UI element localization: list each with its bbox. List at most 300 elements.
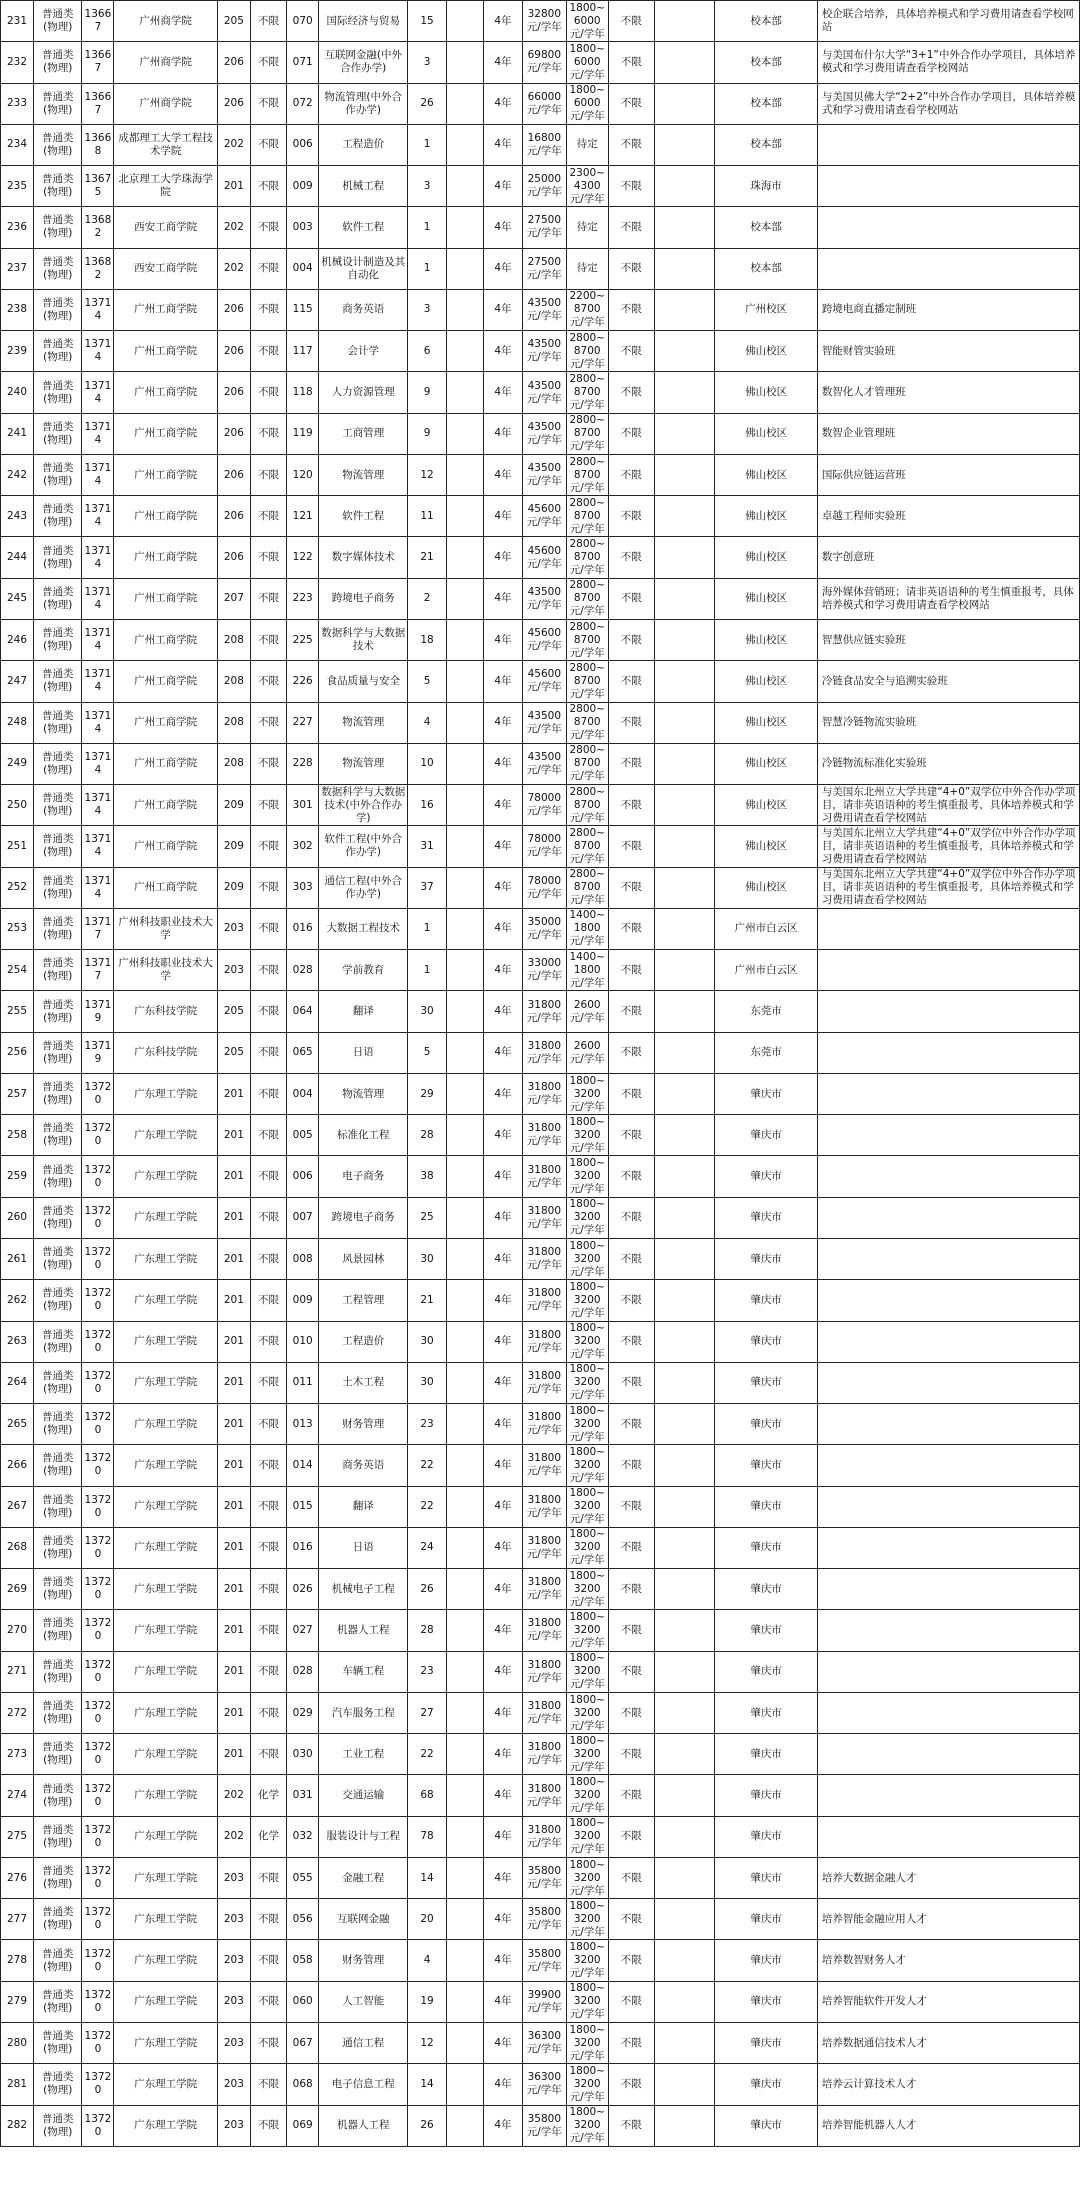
table-cell: 064 — [287, 991, 319, 1032]
table-cell: 31800元/学年 — [522, 1775, 566, 1816]
empty-cell — [654, 496, 715, 537]
table-row — [1, 1156, 1080, 1197]
table-cell: 13720 — [82, 1775, 114, 1816]
table-cell: 不限 — [608, 661, 654, 702]
table-cell: 不限 — [608, 1857, 654, 1898]
table-cell: 201 — [217, 1445, 250, 1486]
table-cell: 201 — [217, 1280, 250, 1321]
table-cell: 9 — [408, 372, 447, 413]
table-cell: 015 — [287, 1486, 319, 1527]
table-cell: 13720 — [82, 1692, 114, 1733]
table-cell: 肇庆市 — [715, 1816, 817, 1857]
table-cell: 国际经济与贸易 — [319, 1, 408, 42]
table-cell: 数字媒体技术 — [319, 537, 408, 578]
table-cell: 普通类(物理) — [34, 1073, 82, 1114]
table-cell: 肇庆市 — [715, 1981, 817, 2022]
empty-cell — [446, 661, 483, 702]
empty-cell — [446, 289, 483, 330]
table-row — [1, 2064, 1080, 2105]
table-cell: 待定 — [566, 207, 608, 248]
table-cell: 通信工程 — [319, 2023, 408, 2064]
table-cell: 201 — [217, 1486, 250, 1527]
table-cell: 大数据工程技术 — [319, 908, 408, 949]
table-cell: 006 — [287, 124, 319, 165]
table-cell: 广东理工学院 — [114, 2064, 217, 2105]
table-cell: 202 — [217, 124, 250, 165]
table-cell: 不限 — [250, 1404, 286, 1445]
table-cell: 广东理工学院 — [114, 1775, 217, 1816]
table-cell: 250 — [1, 785, 34, 826]
empty-cell — [654, 1032, 715, 1073]
table-cell — [817, 1115, 1079, 1156]
table-cell: 不限 — [608, 331, 654, 372]
table-cell: 4年 — [484, 331, 523, 372]
table-cell: 不限 — [250, 1321, 286, 1362]
table-cell: 31800元/学年 — [522, 1651, 566, 1692]
table-cell: 270 — [1, 1610, 34, 1651]
table-cell: 266 — [1, 1445, 34, 1486]
table-cell: 不限 — [250, 1362, 286, 1403]
table-cell — [817, 908, 1079, 949]
table-cell: 4年 — [484, 1486, 523, 1527]
table-cell: 不限 — [250, 1610, 286, 1651]
table-cell: 不限 — [250, 826, 286, 867]
table-cell: 013 — [287, 1404, 319, 1445]
table-cell: 030 — [287, 1734, 319, 1775]
empty-cell — [654, 413, 715, 454]
table-cell: 不限 — [250, 578, 286, 619]
table-cell: 26 — [408, 1569, 447, 1610]
table-cell: 4年 — [484, 166, 523, 207]
table-cell: 13714 — [82, 289, 114, 330]
table-cell: 不限 — [250, 331, 286, 372]
empty-cell — [446, 1816, 483, 1857]
table-cell: 15 — [408, 1, 447, 42]
table-cell: 13720 — [82, 1280, 114, 1321]
table-cell: 电子信息工程 — [319, 2064, 408, 2105]
table-cell: 223 — [287, 578, 319, 619]
empty-cell — [446, 1, 483, 42]
table-cell: 佛山校区 — [715, 578, 817, 619]
table-cell: 13682 — [82, 248, 114, 289]
table-cell: 不限 — [250, 207, 286, 248]
table-cell: 2800~8700元/学年 — [566, 372, 608, 413]
empty-cell — [446, 785, 483, 826]
table-cell: 28 — [408, 1115, 447, 1156]
table-cell: 广东理工学院 — [114, 1899, 217, 1940]
empty-cell — [654, 1321, 715, 1362]
table-cell: 13720 — [82, 1816, 114, 1857]
table-cell — [817, 1651, 1079, 1692]
table-row — [1, 537, 1080, 578]
table-cell: 普通类(物理) — [34, 166, 82, 207]
table-cell: 不限 — [608, 1981, 654, 2022]
table-cell: 软件工程(中外合作办学) — [319, 826, 408, 867]
table-cell: 普通类(物理) — [34, 908, 82, 949]
table-cell: 1800~3200元/学年 — [566, 1899, 608, 1940]
empty-cell — [446, 1197, 483, 1238]
table-cell: 206 — [217, 372, 250, 413]
empty-cell — [446, 1775, 483, 1816]
table-row — [1, 1280, 1080, 1321]
table-cell: 26 — [408, 83, 447, 124]
table-cell: 不限 — [608, 1, 654, 42]
table-cell: 13720 — [82, 1321, 114, 1362]
table-cell: 27500元/学年 — [522, 248, 566, 289]
empty-cell — [446, 1981, 483, 2022]
empty-cell — [446, 83, 483, 124]
table-cell: 120 — [287, 454, 319, 495]
table-cell: 车辆工程 — [319, 1651, 408, 1692]
table-cell: 广东理工学院 — [114, 1734, 217, 1775]
table-cell: 1800~3200元/学年 — [566, 1115, 608, 1156]
table-cell: 3 — [408, 42, 447, 83]
table-cell: 广东理工学院 — [114, 2105, 217, 2146]
table-row — [1, 1073, 1080, 1114]
table-row — [1, 1734, 1080, 1775]
table-cell: 065 — [287, 1032, 319, 1073]
empty-cell — [446, 537, 483, 578]
table-cell: 普通类(物理) — [34, 1486, 82, 1527]
table-cell: 13720 — [82, 1940, 114, 1981]
empty-cell — [446, 1857, 483, 1898]
table-cell: 智慧供应链实验班 — [817, 619, 1079, 660]
table-cell: 不限 — [608, 1321, 654, 1362]
empty-cell — [446, 248, 483, 289]
table-cell: 不限 — [250, 1445, 286, 1486]
table-cell: 培养数据通信技术人才 — [817, 2023, 1079, 2064]
table-cell: 普通类(物理) — [34, 1981, 82, 2022]
table-cell: 不限 — [608, 1610, 654, 1651]
table-cell: 佛山校区 — [715, 826, 817, 867]
table-cell: 303 — [287, 867, 319, 908]
table-cell: 商务英语 — [319, 1445, 408, 1486]
table-cell: 248 — [1, 702, 34, 743]
table-cell: 普通类(物理) — [34, 1816, 82, 1857]
empty-cell — [654, 2064, 715, 2105]
table-cell: 冷链物流标准化实验班 — [817, 743, 1079, 784]
table-cell: 201 — [217, 1569, 250, 1610]
table-cell: 246 — [1, 619, 34, 660]
table-cell: 数字创意班 — [817, 537, 1079, 578]
table-cell: 208 — [217, 661, 250, 702]
table-cell: 2800~8700元/学年 — [566, 454, 608, 495]
table-cell: 202 — [217, 1816, 250, 1857]
empty-cell — [446, 1238, 483, 1279]
table-cell: 13667 — [82, 1, 114, 42]
table-cell: 广东理工学院 — [114, 1527, 217, 1568]
table-row — [1, 1115, 1080, 1156]
table-cell — [817, 991, 1079, 1032]
table-row — [1, 83, 1080, 124]
table-cell: 028 — [287, 1651, 319, 1692]
table-cell: 与美国贝佛大学“2+2”中外合作办学项目，具体培养模式和学习费用请查看学校网站 — [817, 83, 1079, 124]
table-cell: 土木工程 — [319, 1362, 408, 1403]
table-row — [1, 1816, 1080, 1857]
table-cell: 207 — [217, 578, 250, 619]
table-cell: 普通类(物理) — [34, 2105, 82, 2146]
table-cell: 31800元/学年 — [522, 1527, 566, 1568]
table-cell: 209 — [217, 867, 250, 908]
empty-cell — [654, 207, 715, 248]
table-cell: 13714 — [82, 578, 114, 619]
table-cell: 005 — [287, 1115, 319, 1156]
table-cell: 普通类(物理) — [34, 867, 82, 908]
empty-cell — [654, 1197, 715, 1238]
table-cell: 265 — [1, 1404, 34, 1445]
table-cell: 4年 — [484, 1073, 523, 1114]
table-cell: 广州商学院 — [114, 42, 217, 83]
table-cell: 201 — [217, 1197, 250, 1238]
table-cell: 206 — [217, 331, 250, 372]
table-cell: 30 — [408, 1238, 447, 1279]
table-cell: 不限 — [250, 289, 286, 330]
table-cell: 13720 — [82, 1899, 114, 1940]
table-cell: 4年 — [484, 289, 523, 330]
table-cell: 肇庆市 — [715, 1610, 817, 1651]
table-cell: 31800元/学年 — [522, 1486, 566, 1527]
table-row — [1, 826, 1080, 867]
table-cell: 普通类(物理) — [34, 496, 82, 537]
table-cell: 201 — [217, 1527, 250, 1568]
table-cell: 13714 — [82, 867, 114, 908]
empty-cell — [446, 207, 483, 248]
table-cell: 242 — [1, 454, 34, 495]
table-cell: 78000元/学年 — [522, 826, 566, 867]
table-cell: 标准化工程 — [319, 1115, 408, 1156]
table-cell: 009 — [287, 1280, 319, 1321]
table-cell: 普通类(物理) — [34, 83, 82, 124]
table-cell: 不限 — [250, 991, 286, 1032]
table-cell: 不限 — [608, 289, 654, 330]
table-cell: 物流管理 — [319, 454, 408, 495]
table-cell: 广州科技职业技术大学 — [114, 950, 217, 991]
table-cell: 1800~3200元/学年 — [566, 1156, 608, 1197]
table-cell: 121 — [287, 496, 319, 537]
table-cell: 228 — [287, 743, 319, 784]
table-cell: 普通类(物理) — [34, 1445, 82, 1486]
table-cell: 29 — [408, 1073, 447, 1114]
table-cell: 普通类(物理) — [34, 42, 82, 83]
table-cell: 13717 — [82, 908, 114, 949]
table-cell: 257 — [1, 1073, 34, 1114]
table-cell: 广州工商学院 — [114, 537, 217, 578]
table-cell: 软件工程 — [319, 496, 408, 537]
empty-cell — [446, 1899, 483, 1940]
table-cell: 不限 — [608, 1486, 654, 1527]
table-cell: 4年 — [484, 1569, 523, 1610]
table-cell: 1800~3200元/学年 — [566, 1692, 608, 1733]
table-cell: 272 — [1, 1692, 34, 1733]
empty-cell — [446, 454, 483, 495]
table-cell: 佛山校区 — [715, 331, 817, 372]
table-cell: 数据科学与大数据技术(中外合作办学) — [319, 785, 408, 826]
table-cell: 2800~8700元/学年 — [566, 826, 608, 867]
table-cell: 4年 — [484, 991, 523, 1032]
table-cell: 广州工商学院 — [114, 743, 217, 784]
table-cell: 1800~3200元/学年 — [566, 1238, 608, 1279]
empty-cell — [654, 1115, 715, 1156]
table-cell: 13720 — [82, 1404, 114, 1445]
table-cell: 财务管理 — [319, 1940, 408, 1981]
table-cell: 232 — [1, 42, 34, 83]
table-cell: 互联网金融(中外合作办学) — [319, 42, 408, 83]
table-cell: 不限 — [250, 1692, 286, 1733]
table-cell: 4年 — [484, 1899, 523, 1940]
table-cell: 78 — [408, 1816, 447, 1857]
table-cell — [817, 1156, 1079, 1197]
empty-cell — [654, 166, 715, 207]
table-cell — [817, 1404, 1079, 1445]
table-cell: 不限 — [608, 1197, 654, 1238]
table-cell: 25 — [408, 1197, 447, 1238]
table-cell: 佛山校区 — [715, 867, 817, 908]
table-cell: 不限 — [250, 248, 286, 289]
table-row — [1, 248, 1080, 289]
table-cell: 251 — [1, 826, 34, 867]
table-cell: 35800元/学年 — [522, 1857, 566, 1898]
table-cell: 普通类(物理) — [34, 537, 82, 578]
table-cell: 不限 — [608, 2064, 654, 2105]
table-row — [1, 1569, 1080, 1610]
table-cell: 物流管理 — [319, 1073, 408, 1114]
table-cell: 45600元/学年 — [522, 661, 566, 702]
table-cell: 不限 — [608, 578, 654, 619]
table-cell: 35800元/学年 — [522, 1940, 566, 1981]
empty-cell — [446, 1610, 483, 1651]
empty-cell — [654, 1734, 715, 1775]
table-row — [1, 867, 1080, 908]
table-cell: 冷链食品安全与追溯实验班 — [817, 661, 1079, 702]
table-cell: 271 — [1, 1651, 34, 1692]
table-row — [1, 702, 1080, 743]
empty-cell — [654, 331, 715, 372]
table-cell: 不限 — [250, 1940, 286, 1981]
table-cell: 化学 — [250, 1816, 286, 1857]
table-cell: 069 — [287, 2105, 319, 2146]
table-cell: 广东理工学院 — [114, 1610, 217, 1651]
table-cell: 13714 — [82, 619, 114, 660]
table-cell: 不限 — [250, 743, 286, 784]
table-row — [1, 1651, 1080, 1692]
empty-cell — [446, 1692, 483, 1733]
table-cell: 机器人工程 — [319, 1610, 408, 1651]
empty-cell — [654, 1816, 715, 1857]
table-cell: 255 — [1, 991, 34, 1032]
empty-cell — [654, 124, 715, 165]
table-cell: 广州工商学院 — [114, 826, 217, 867]
table-cell: 2800~8700元/学年 — [566, 537, 608, 578]
table-row — [1, 2023, 1080, 2064]
table-cell: 不限 — [608, 1734, 654, 1775]
table-cell: 233 — [1, 83, 34, 124]
table-cell: 工程造价 — [319, 124, 408, 165]
table-cell: 4年 — [484, 1734, 523, 1775]
table-cell: 不限 — [608, 1280, 654, 1321]
empty-cell — [446, 166, 483, 207]
table-cell: 45600元/学年 — [522, 619, 566, 660]
table-cell: 016 — [287, 1527, 319, 1568]
table-cell: 13720 — [82, 1734, 114, 1775]
table-cell: 2800~8700元/学年 — [566, 785, 608, 826]
table-cell: 肇庆市 — [715, 1073, 817, 1114]
empty-cell — [654, 1486, 715, 1527]
table-cell: 28 — [408, 1610, 447, 1651]
table-cell: 普通类(物理) — [34, 826, 82, 867]
table-cell — [817, 1775, 1079, 1816]
table-cell: 1 — [408, 950, 447, 991]
table-cell: 广州工商学院 — [114, 372, 217, 413]
table-cell: 237 — [1, 248, 34, 289]
table-cell: 35800元/学年 — [522, 1899, 566, 1940]
empty-cell — [654, 372, 715, 413]
table-cell: 风景园林 — [319, 1238, 408, 1279]
table-cell: 西安工商学院 — [114, 248, 217, 289]
table-cell: 广东理工学院 — [114, 1569, 217, 1610]
table-cell: 机械设计制造及其自动化 — [319, 248, 408, 289]
table-cell: 肇庆市 — [715, 1899, 817, 1940]
table-cell: 13719 — [82, 991, 114, 1032]
table-row — [1, 1775, 1080, 1816]
table-cell: 206 — [217, 496, 250, 537]
empty-cell — [446, 2064, 483, 2105]
table-cell: 不限 — [608, 1816, 654, 1857]
table-cell: 1800~3200元/学年 — [566, 1981, 608, 2022]
table-row — [1, 578, 1080, 619]
table-row — [1, 1197, 1080, 1238]
empty-cell — [654, 578, 715, 619]
table-cell: 2800~8700元/学年 — [566, 578, 608, 619]
empty-cell — [654, 454, 715, 495]
table-cell: 普通类(物理) — [34, 1569, 82, 1610]
table-cell: 007 — [287, 1197, 319, 1238]
table-cell: 23 — [408, 1404, 447, 1445]
table-cell: 35800元/学年 — [522, 2105, 566, 2146]
table-cell: 203 — [217, 2105, 250, 2146]
table-cell: 普通类(物理) — [34, 1032, 82, 1073]
table-cell: 培养智能机器人人才 — [817, 2105, 1079, 2146]
empty-cell — [654, 42, 715, 83]
table-cell: 201 — [217, 1321, 250, 1362]
table-cell: 202 — [217, 1775, 250, 1816]
table-cell: 22 — [408, 1445, 447, 1486]
table-cell: 肇庆市 — [715, 1486, 817, 1527]
table-cell: 不限 — [608, 207, 654, 248]
table-cell: 肇庆市 — [715, 1692, 817, 1733]
table-cell: 智能财管实验班 — [817, 331, 1079, 372]
table-cell: 13720 — [82, 2023, 114, 2064]
table-cell: 4年 — [484, 1197, 523, 1238]
table-cell: 4年 — [484, 1238, 523, 1279]
table-cell: 培养智能金融应用人才 — [817, 1899, 1079, 1940]
table-cell: 27500元/学年 — [522, 207, 566, 248]
table-cell: 不限 — [250, 124, 286, 165]
table-cell: 4年 — [484, 702, 523, 743]
table-row — [1, 2105, 1080, 2146]
table-cell: 广东理工学院 — [114, 2023, 217, 2064]
table-row — [1, 289, 1080, 330]
table-cell: 4年 — [484, 1940, 523, 1981]
table-cell: 4年 — [484, 950, 523, 991]
table-cell: 广州校区 — [715, 289, 817, 330]
table-cell: 278 — [1, 1940, 34, 1981]
table-cell: 不限 — [608, 1527, 654, 1568]
table-cell: 43500元/学年 — [522, 702, 566, 743]
table-cell: 不限 — [608, 1073, 654, 1114]
table-cell: 食品质量与安全 — [319, 661, 408, 702]
table-cell: 不限 — [608, 42, 654, 83]
table-cell: 普通类(物理) — [34, 1940, 82, 1981]
